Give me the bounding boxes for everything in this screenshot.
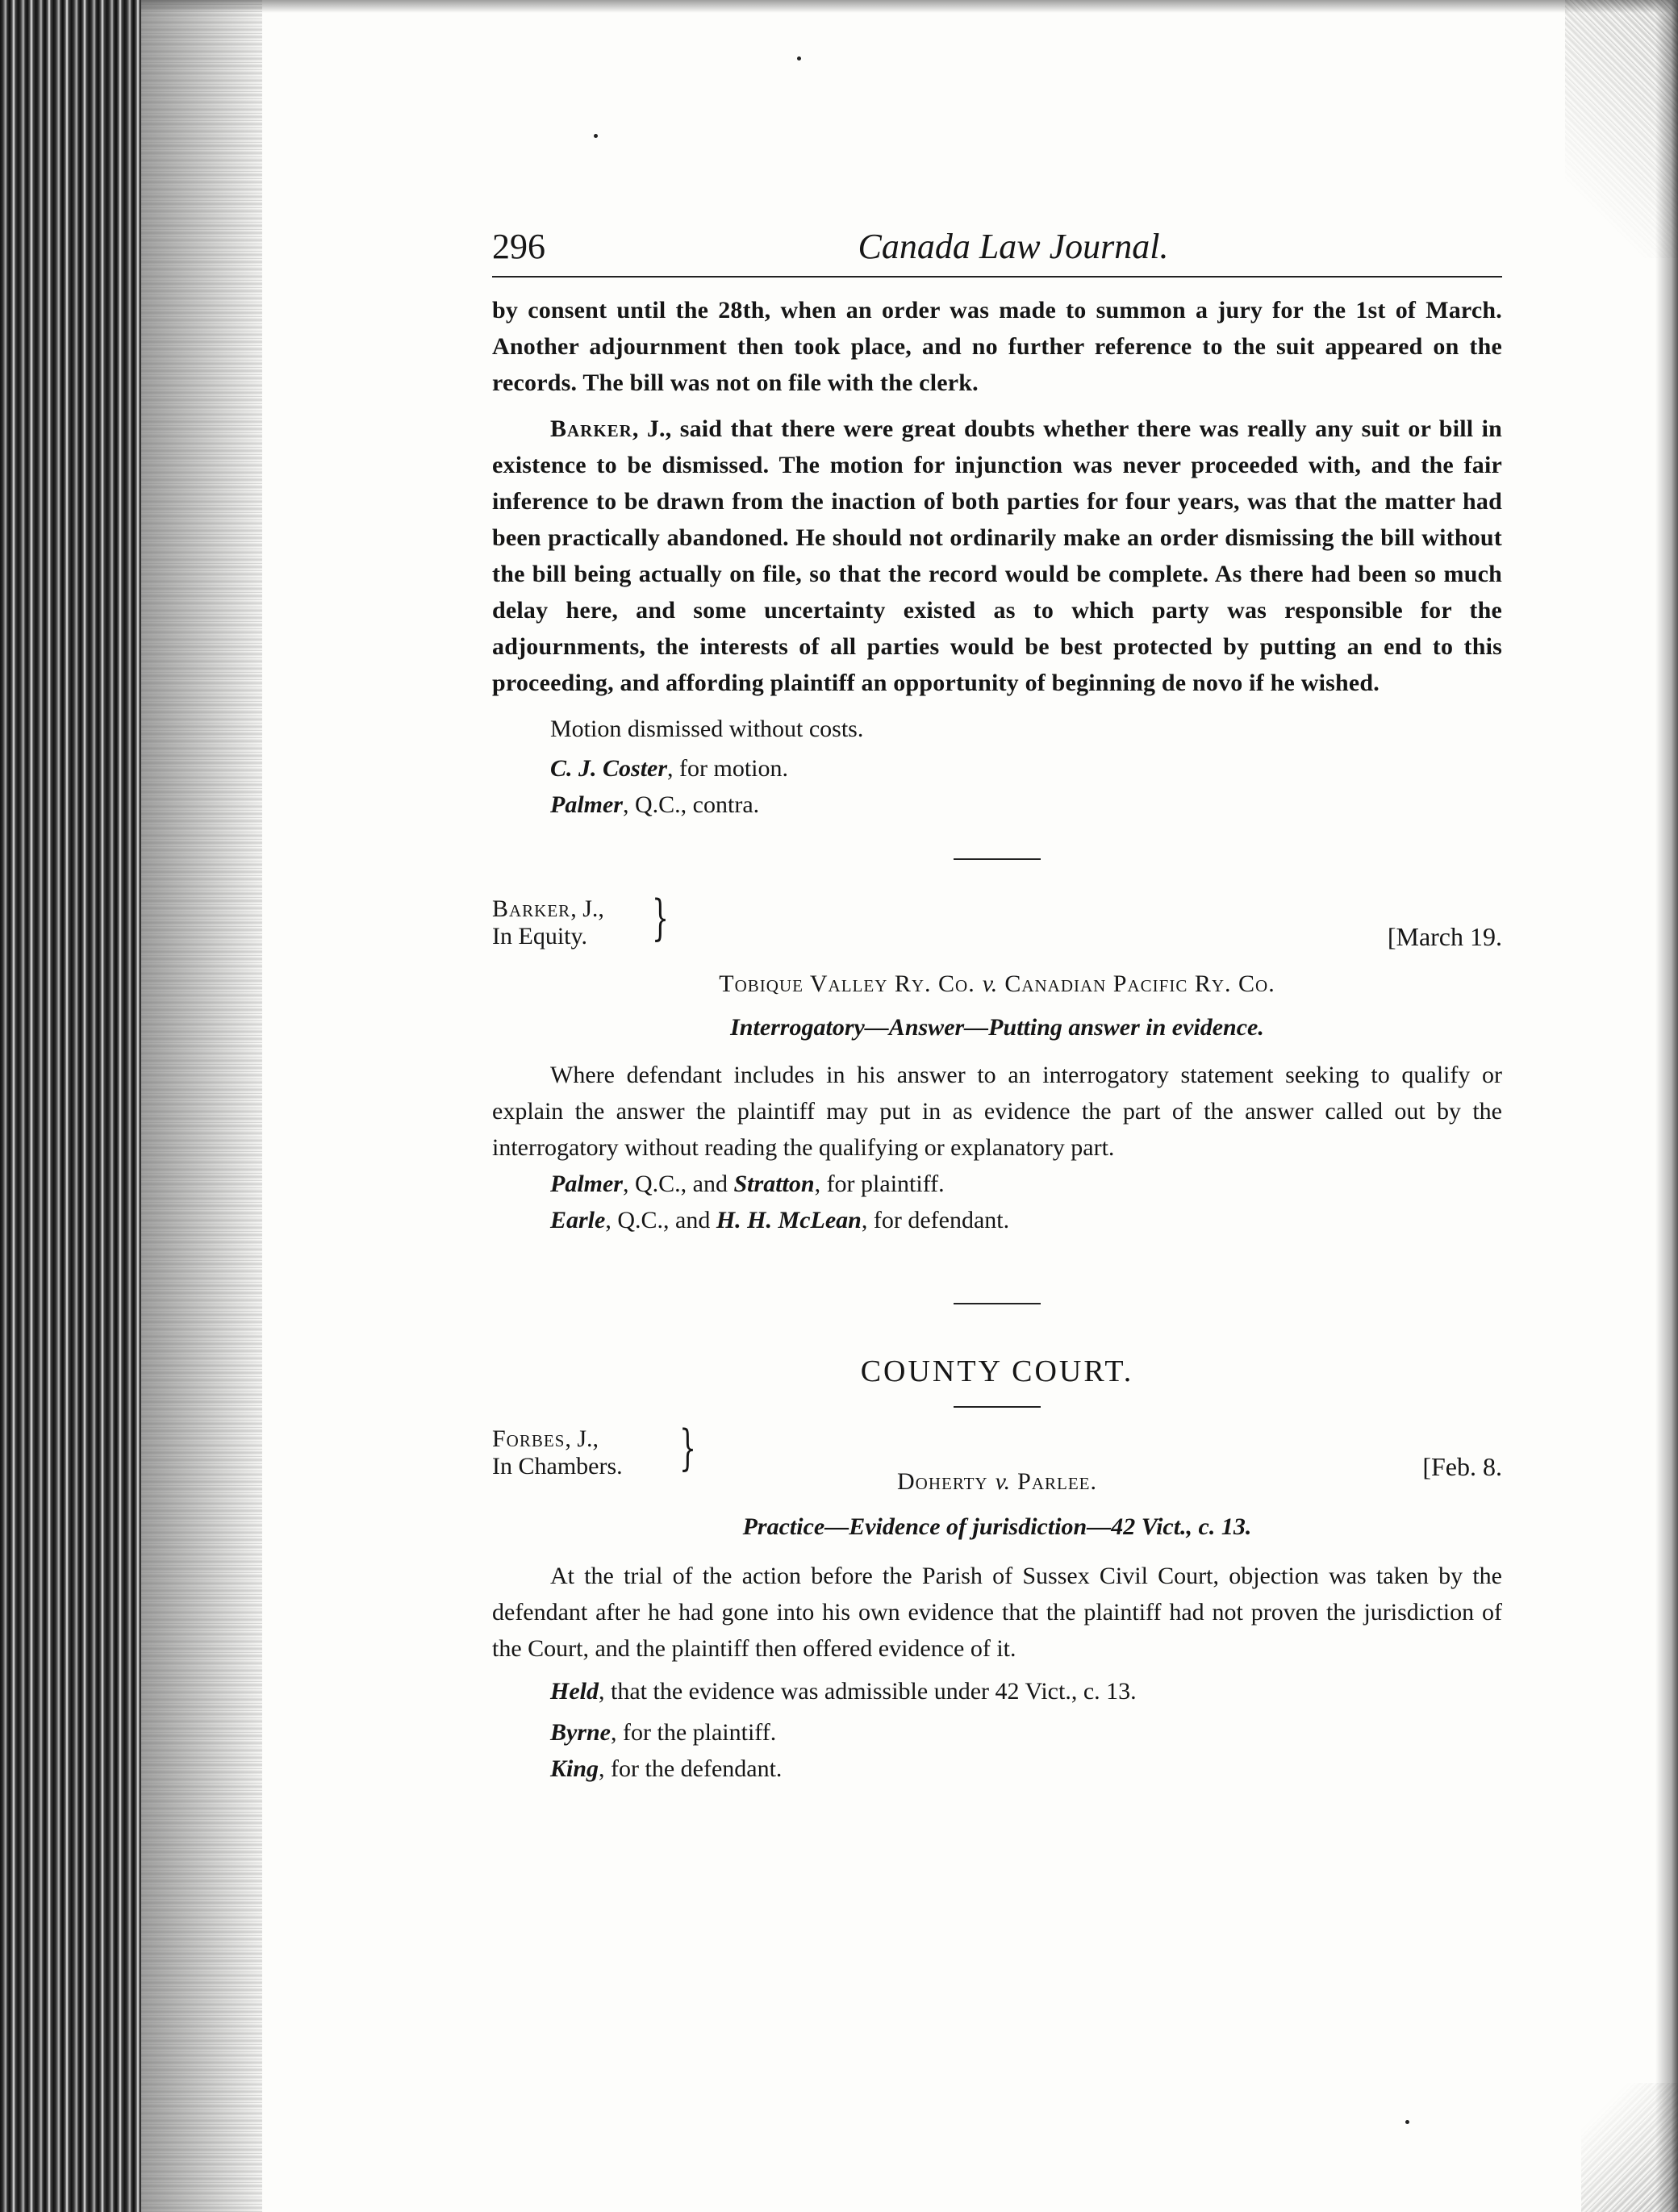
brace-glyph: } <box>652 890 670 946</box>
section-title: COUNTY COURT. <box>860 1354 1134 1388</box>
counsel-name: C. J. Coster <box>550 755 668 782</box>
counsel-line <box>550 1202 1502 1238</box>
counsel-role: , for defendant. <box>861 1207 1010 1233</box>
court-division: In Chambers. <box>492 1453 623 1480</box>
continued-case <box>492 292 1502 701</box>
scan-top-edge <box>141 0 1678 13</box>
case-judge-block <box>492 1419 1502 1496</box>
judgment-paragraph <box>492 411 1502 701</box>
counsel-name: Palmer <box>550 791 623 818</box>
counsel-text: , Q.C., and <box>605 1207 716 1233</box>
case-date: [March 19. <box>1387 922 1502 951</box>
counsel-name: Byrne <box>550 1719 611 1746</box>
held-label: Held <box>550 1678 599 1705</box>
counsel-name: Stratton <box>733 1171 815 1197</box>
case-summary: Where defendant includes in his answer to an interrogatory statement seeking to qualify or explain the answer the plaintiff may put in as evidence the part of the answer called out by the interrogatory without reading the qualifying or explanatory part. <box>492 1062 1502 1161</box>
scan-speck <box>1405 2120 1409 2124</box>
party-name: Tobique Valley Ry. Co. <box>719 970 975 997</box>
party-name: Doherty <box>897 1468 988 1495</box>
case-headnote: Interrogatory—Answer—Putting answer in evidence. <box>730 1014 1264 1041</box>
brace-glyph: } <box>679 1420 697 1476</box>
scan-right-edge <box>1655 0 1678 2212</box>
counsel-name: H. H. McLean <box>716 1207 862 1233</box>
judge-name: Forbes <box>492 1425 566 1452</box>
counsel-text: , Q.C., and <box>623 1171 734 1197</box>
counsel-role: , for motion. <box>667 755 789 782</box>
case-title <box>492 966 1502 1002</box>
journal-title: Canada Law Journal. <box>858 227 1169 266</box>
scan-speck <box>594 134 598 138</box>
judge-name: Barker <box>492 895 571 922</box>
counsel-name: King <box>550 1755 599 1782</box>
journal-page <box>492 226 1502 1787</box>
scan-speck <box>797 56 801 61</box>
counsel-name: Palmer <box>550 1171 623 1197</box>
page-number: 296 <box>492 227 545 266</box>
counsel-role: , Q.C., contra. <box>623 791 760 818</box>
counsel-line <box>550 1714 1502 1751</box>
case-headnote: Practice—Evidence of jurisdiction—42 Vict., c. 13. <box>742 1513 1252 1540</box>
judge-name: Barker <box>550 415 632 442</box>
case-date: [Feb. 8. <box>1422 1452 1502 1481</box>
judge-title: , J., <box>565 1425 599 1452</box>
counsel-line <box>550 787 1502 823</box>
holding-line <box>550 1673 1502 1709</box>
counsel-name: Earle <box>550 1207 606 1233</box>
versus: v. <box>982 970 998 997</box>
case-summary: At the trial of the action before the Parish of Sussex Civil Court, objection was taken by the defendant after he had gone into his own evidence that the plaintiff had not proven the jurisdiction of the Court, and the plaintiff then offered evidence of it. <box>492 1563 1502 1662</box>
party-name: Canadian Pacific Ry. Co. <box>1004 970 1275 997</box>
counsel-role: , for the plaintiff. <box>611 1719 777 1746</box>
result-line: Motion dismissed without costs. <box>550 716 864 742</box>
scan-binding-edge <box>0 0 141 2212</box>
scan-corner-noise <box>1565 0 1678 258</box>
counsel-role: , for plaintiff. <box>814 1171 945 1197</box>
counsel-role: , for the defendant. <box>599 1755 783 1782</box>
scan-binding-shadow <box>141 0 262 2212</box>
counsel-line <box>550 1166 1502 1202</box>
running-head <box>492 226 1502 278</box>
continued-paragraph: by consent until the 28th, when an order was made to summon a jury for the 1st of March. Another adjournment then took place, and no further reference to the suit appeared on the records. The bill was not on file with the clerk. <box>492 297 1502 396</box>
court-division: In Equity. <box>492 923 588 949</box>
scan-corner-noise <box>1581 2083 1678 2212</box>
judge-title: , J., <box>570 895 604 922</box>
versus: v. <box>995 1468 1011 1495</box>
party-name: Parlee. <box>1017 1468 1097 1495</box>
case-judge-block <box>492 889 1502 966</box>
judge-names <box>492 895 604 950</box>
counsel-line <box>550 750 1502 787</box>
judge-names <box>492 1425 623 1480</box>
judgment-text: , J., said that there were great doubts whether there was really any suit or bill in existence to be dismissed. The motion for injunction was never proceeded with, and the fair inference to be drawn from the inaction of both parties for four years, was that the matter had been practically abandoned. He should not ordinarily make an order dismissing the bill without the bill being actually on file, so that the record would be complete. As there had been so much delay here, and some uncertainty existed as to which party was responsible for the adjournments, the interests of all parties would be best protected by putting an end to this proceeding, and affording plaintiff an opportunity of beginning de novo if he wished. <box>492 415 1502 696</box>
holding-text: , that the evidence was admissible under 42 Vict., c. 13. <box>599 1678 1137 1705</box>
counsel-line <box>550 1751 1502 1787</box>
